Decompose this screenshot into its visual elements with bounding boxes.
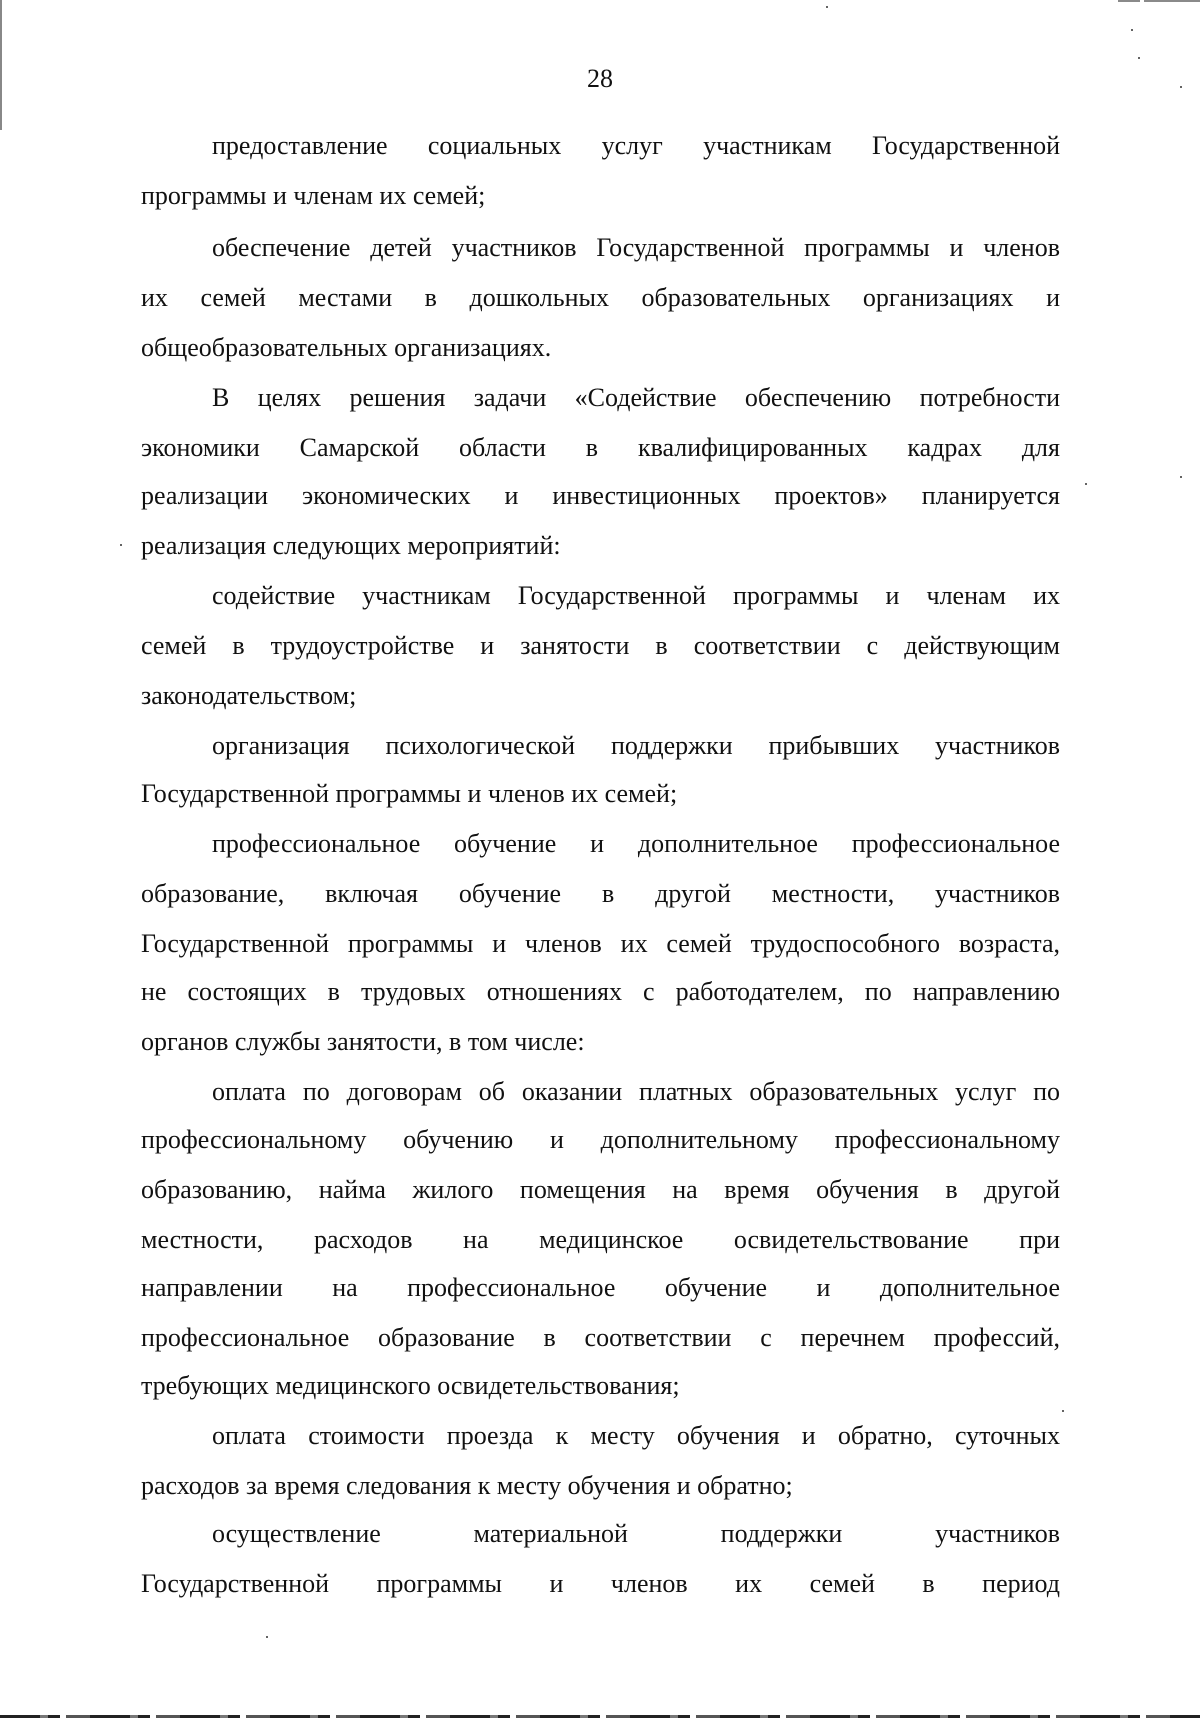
scan-speck (266, 1636, 268, 1638)
text-line: законодательством; (141, 681, 357, 710)
scan-speck (1085, 483, 1087, 485)
text-line: не состоящих в трудовых отношениях с работодателем, по направлению (141, 977, 1060, 1006)
text-line: предоставление социальных услуг участникам Государственной (212, 131, 1060, 160)
scan-speck (826, 6, 828, 8)
text-line: профессиональному обучению и дополнительному профессиональному (141, 1125, 1060, 1154)
scan-speck (1131, 29, 1133, 31)
text-line: их семей местами в дошкольных образовательных организациях и (141, 283, 1060, 312)
scan-speck (1180, 476, 1182, 478)
scan-edge-mark (0, 96, 2, 102)
text-line: профессиональное образование в соответствии с перечнем профессий, (141, 1323, 1060, 1352)
text-line: расходов за время следования к месту обучения и обратно; (141, 1471, 793, 1500)
text-line: оплата стоимости проезда к месту обучения и обратно, суточных (212, 1421, 1060, 1450)
text-line: реализации экономических и инвестиционных проектов» планируется (141, 481, 1060, 510)
text-line: семей в трудоустройстве и занятости в соответствии с действующим (141, 631, 1060, 660)
scan-edge-top (1144, 0, 1200, 2)
scan-edge-top (1118, 0, 1140, 2)
text-line: осуществление материальной поддержки участников (212, 1519, 1060, 1548)
text-line: Государственной программы и членов их семей; (141, 779, 678, 808)
text-line: местности, расходов на медицинское освидетельствование при (141, 1225, 1060, 1254)
text-line: экономики Самарской области в квалифицированных кадрах для (141, 433, 1060, 462)
scan-speck (1062, 1410, 1064, 1412)
text-line: образование, включая обучение в другой местности, участников (141, 879, 1060, 908)
text-line: профессиональное обучение и дополнительное профессиональное (212, 829, 1060, 858)
text-line: направлении на профессиональное обучение и дополнительное (141, 1273, 1060, 1302)
text-line: оплата по договорам об оказании платных образовательных услуг по (212, 1077, 1060, 1106)
page-number: 28 (587, 64, 613, 93)
text-line: В целях решения задачи «Содействие обеспечению потребности (212, 383, 1060, 412)
text-line: Государственной программы и членов их семей трудоспособного возраста, (141, 929, 1060, 958)
text-line: органов службы занятости, в том числе: (141, 1027, 585, 1056)
scan-speck (1138, 57, 1140, 59)
text-line: требующих медицинского освидетельствования; (141, 1371, 680, 1400)
text-line: организация психологической поддержки прибывших участников (212, 731, 1060, 760)
scan-speck (120, 544, 122, 546)
text-line: Государственной программы и членов их семей в период (141, 1569, 1060, 1598)
text-line: образованию, найма жилого помещения на время обучения в другой (141, 1175, 1060, 1204)
text-line: общеобразовательных организациях. (141, 333, 552, 362)
text-line: обеспечение детей участников Государственной программы и членов (212, 233, 1060, 262)
text-line: программы и членам их семей; (141, 181, 486, 210)
scan-edge-mark (0, 124, 2, 130)
text-line: содействие участникам Государственной программы и членам их (212, 581, 1060, 610)
text-line: реализация следующих мероприятий: (141, 531, 561, 560)
